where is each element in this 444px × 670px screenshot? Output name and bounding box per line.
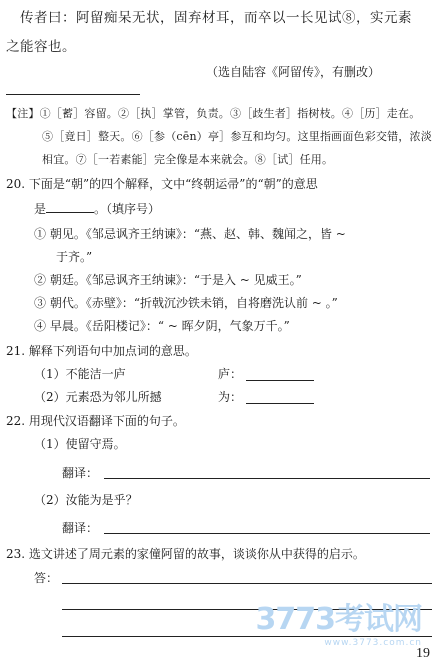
q21-item-1-word: 庐： — [218, 367, 243, 381]
q20-stem-prefix: 是 — [34, 202, 47, 216]
q21-item-2-blank[interactable] — [246, 403, 314, 404]
q20-answer-blank[interactable] — [46, 212, 94, 213]
q20-option-3: ③ 朝代。《赤壁》：“折戟沉沙铁未销，自将磨洗认前 ~ 。” — [34, 296, 338, 310]
q22-item-2-answer-line[interactable] — [104, 533, 430, 534]
q20-stem-line-1: 20. 下面是“朝”的四个解释，文中“终朝运帚”的“朝”的意思 — [6, 177, 318, 191]
notes-line-3: 相宜。⑦［一若素能］完全像是本来就会。⑧［试］任用。 — [42, 153, 334, 166]
q20-option-1: ① 朝见。《邹忌讽齐王纳谏》：“燕、赵、韩、魏闻之，皆 ~ — [34, 227, 346, 241]
q22-item-2: （2）汝能为是乎？ — [34, 493, 138, 507]
notes-divider — [6, 94, 140, 95]
q22-item-2-translate-label: 翻译： — [62, 521, 99, 535]
watermark-url: www.3773.com.cn — [324, 638, 422, 648]
q22-item-1-answer-line[interactable] — [104, 478, 430, 479]
watermark-logo: 3773考试网 — [255, 602, 422, 637]
notes-line-2: ⑤［竟日］整天。⑥［参（cēn）亭］参互和均匀。这里指画面色彩交错，浓淡 — [42, 130, 432, 143]
q23-answer-label: 答： — [34, 571, 59, 585]
q23-answer-line-1[interactable] — [62, 583, 432, 584]
passage-source: （选自陆容《阿留传》，有删改） — [206, 65, 381, 79]
passage-line-1: 传者曰：阿留痴呆无状，固弃材耳，而卒以一长见试⑧，实元素 — [20, 10, 412, 26]
q20-stem-suffix: 。（填序号） — [94, 202, 161, 216]
q22-item-1: （1）使留守焉。 — [34, 437, 126, 451]
page-number: 19 — [416, 646, 430, 661]
q22-stem: 22. 用现代汉语翻译下面的句子。 — [6, 414, 185, 428]
q21-item-2-word: 为： — [218, 390, 243, 404]
q20-option-4: ④ 早晨。《岳阳楼记》：“ ~ 晖夕阴，气象万千。” — [34, 319, 290, 333]
passage-line-2: 之能容也。 — [6, 39, 76, 55]
notes-line-1: 【注】①［蓄］容留。②［执］掌管，负责。③［歧生者］指树枝。④［历］走在。 — [6, 107, 421, 120]
q20-option-1-cont: 于齐。” — [56, 250, 93, 264]
q21-item-2: （2）元素恐为邻儿所撼 — [34, 390, 162, 404]
q22-item-1-translate-label: 翻译： — [62, 466, 99, 480]
q23-stem: 23. 选文讲述了周元素的家僮阿留的故事，谈谈你从中获得的启示。 — [6, 547, 365, 561]
q20-option-2: ② 朝廷。《邹忌讽齐王纳谏》：“于是入 ~ 见威王。” — [34, 273, 302, 287]
q21-item-1-blank[interactable] — [246, 380, 314, 381]
watermark — [256, 594, 423, 648]
q21-stem: 21. 解释下列语句中加点词的意思。 — [6, 344, 197, 358]
q21-item-1: （1）不能洁一庐 — [34, 367, 126, 381]
q20-stem-line-2 — [34, 203, 160, 215]
